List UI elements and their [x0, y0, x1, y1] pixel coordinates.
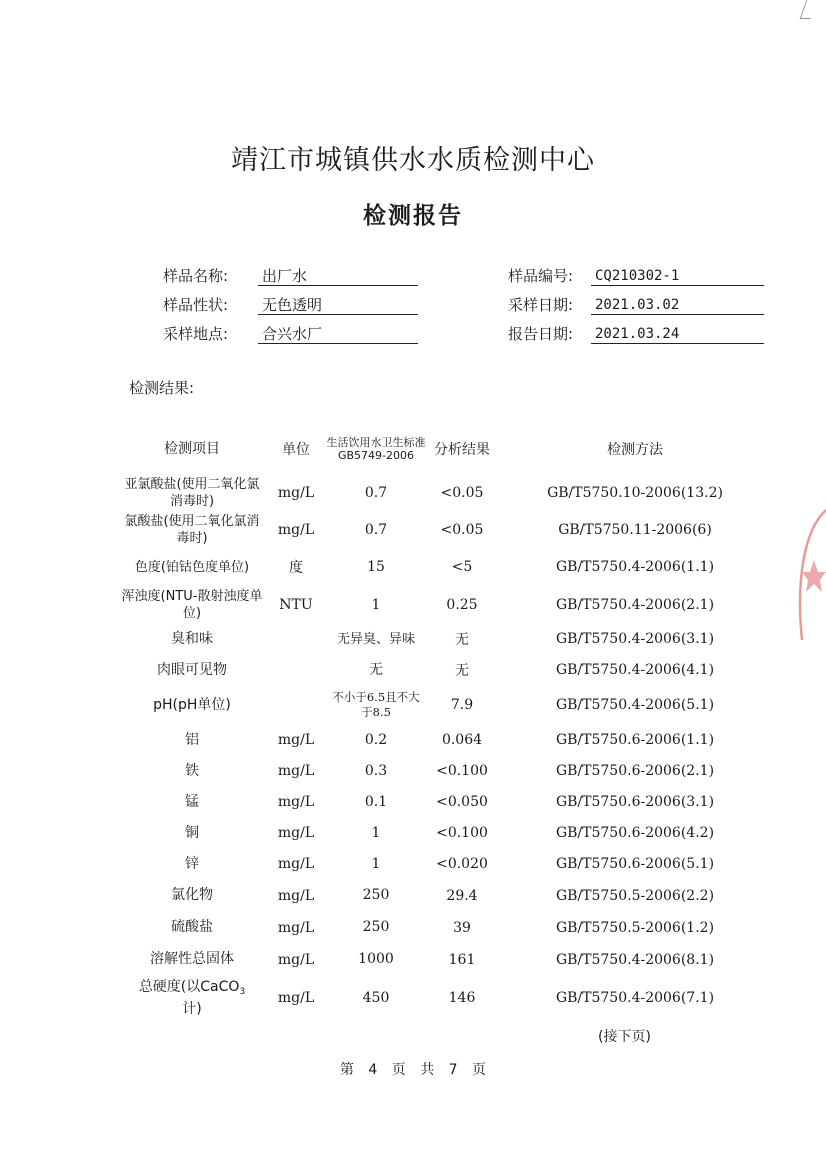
- row-standard: 1000: [358, 951, 394, 967]
- row-unit: NTU: [279, 597, 313, 613]
- page-number-footer: 第 4 页 共 7 页: [339, 1062, 487, 1078]
- row-standard: 0.7: [364, 521, 388, 538]
- table-row: [0, 978, 826, 1018]
- table-row: [0, 725, 826, 755]
- table-row: [0, 880, 826, 911]
- report-title: 检测报告: [363, 203, 463, 229]
- table-row: [0, 787, 826, 817]
- row-method: GB/T5750.4-2006(3.1): [555, 631, 715, 647]
- sample-state-label: 样品性状:: [163, 296, 229, 314]
- sampling-location-label: 采样地点:: [163, 325, 229, 343]
- row-standard: 不小于6.5且不大于8.5: [332, 690, 420, 719]
- sampling-date-value: 2021.03.02: [591, 295, 764, 315]
- row-standard: 1: [371, 855, 381, 872]
- row-item: 肉眼可见物: [157, 661, 227, 678]
- row-item: 锌: [185, 855, 199, 872]
- row-method: GB/T5750.5-2006(1.2): [555, 919, 715, 936]
- row-unit: mg/L: [277, 763, 315, 779]
- row-result: <0.020: [436, 856, 488, 872]
- sample-id-label: 样品编号:: [508, 267, 574, 285]
- row-method: GB/T5750.5-2006(2.2): [555, 887, 715, 904]
- row-unit: [270, 688, 322, 722]
- table-header: [0, 426, 826, 472]
- row-item: 色度(铂钴色度单位): [134, 559, 250, 575]
- row-result: 39: [453, 919, 471, 936]
- row-item: 氯酸盐(使用二氧化氯消毒时): [124, 514, 260, 546]
- report-date-value: 2021.03.24: [591, 324, 764, 344]
- row-standard: 无异臭、异味: [336, 631, 415, 647]
- row-standard: 450: [362, 989, 390, 1006]
- row-item: 亚氯酸盐(使用二氧化氯消毒时): [124, 477, 260, 509]
- table-row: [0, 512, 826, 548]
- row-result: 0.25: [446, 597, 478, 613]
- table-row: [0, 756, 826, 786]
- row-item: 硫酸盐: [171, 919, 213, 935]
- table-row: [0, 587, 826, 623]
- row-result: 无: [455, 632, 469, 648]
- row-item: [128, 978, 256, 1018]
- row-unit: mg/L: [277, 887, 315, 904]
- row-unit: mg/L: [277, 856, 315, 872]
- row-method: GB/T5750.11-2006(6): [558, 522, 712, 538]
- scan-edge-mark: [800, 0, 818, 19]
- row-method: GB/T5750.4-2006(1.1): [555, 559, 715, 575]
- row-method: GB/T5750.4-2006(2.1): [555, 597, 715, 613]
- row-method: GB/T5750.4-2006(8.1): [555, 951, 715, 968]
- row-item: 锰: [185, 793, 199, 810]
- sampling-location-value: 合兴水厂: [258, 324, 418, 344]
- table-row: [0, 849, 826, 879]
- row-standard: 250: [362, 887, 390, 903]
- row-result: 29.4: [446, 887, 478, 904]
- row-result: <0.05: [440, 522, 484, 538]
- row-method: GB/T5750.4-2006(5.1): [555, 697, 715, 713]
- sample-name-label: 样品名称:: [163, 267, 229, 285]
- row-method: GB/T5750.10-2006(13.2): [547, 485, 723, 501]
- row-method: GB/T5750.4-2006(4.1): [555, 662, 715, 678]
- row-method: GB/T5750.6-2006(2.1): [555, 763, 715, 779]
- row-item: pH(pH单位): [153, 696, 231, 713]
- table-row: [0, 475, 826, 511]
- row-standard: 250: [362, 919, 390, 935]
- row-item: 氯化物: [171, 887, 213, 903]
- row-item-subscript: 3: [239, 986, 246, 997]
- row-standard: 1: [371, 824, 381, 841]
- row-item: 铁: [185, 762, 199, 779]
- table-row: [0, 818, 826, 848]
- row-unit: mg/L: [277, 990, 315, 1006]
- header-standard: 生活饮用水卫生标准GB5749-2006: [326, 436, 426, 462]
- row-item: 臭和味: [171, 630, 213, 647]
- row-unit: mg/L: [277, 732, 315, 748]
- table-row: [0, 688, 826, 722]
- row-item: 溶解性总固体: [150, 951, 234, 967]
- row-method: GB/T5750.6-2006(3.1): [555, 794, 715, 810]
- table-row: [0, 549, 826, 585]
- row-item: 铜: [185, 824, 199, 841]
- header-item: 检测项目: [164, 440, 220, 457]
- row-result: 161: [448, 951, 476, 968]
- row-unit: [270, 624, 322, 654]
- row-result: <0.050: [436, 794, 488, 810]
- table-row: [0, 624, 826, 654]
- row-unit: [270, 655, 322, 685]
- sample-name-value: 出厂水: [258, 266, 418, 286]
- row-unit: mg/L: [277, 919, 315, 936]
- report-date-label: 报告日期:: [508, 325, 574, 343]
- row-unit: 度: [289, 560, 303, 576]
- seal-fragment: [792, 500, 826, 660]
- row-result: <0.05: [440, 485, 484, 501]
- row-method: GB/T5750.6-2006(1.1): [555, 732, 715, 748]
- sample-state-value: 无色透明: [258, 295, 418, 315]
- table-row: [0, 655, 826, 685]
- row-item: 铝: [185, 731, 199, 748]
- row-standard: 无: [369, 661, 383, 678]
- row-item-main: 总硬度(以CaCO: [138, 978, 240, 995]
- row-result: <5: [451, 559, 473, 575]
- row-unit: mg/L: [277, 794, 315, 810]
- row-result: 无: [455, 663, 469, 679]
- row-result: 7.9: [450, 697, 474, 713]
- row-result: <0.100: [436, 763, 488, 779]
- header-method: 检测方法: [607, 442, 663, 458]
- results-label: 检测结果:: [129, 379, 195, 397]
- sample-id-value: CQ210302-1: [591, 266, 764, 286]
- row-unit: mg/L: [277, 485, 315, 501]
- table-row: [0, 912, 826, 943]
- row-result: 0.064: [441, 732, 483, 748]
- row-result: 146: [448, 990, 476, 1006]
- row-item-tail: 计): [182, 1000, 202, 1017]
- row-standard: 0.1: [364, 793, 388, 810]
- row-method: GB/T5750.6-2006(4.2): [555, 825, 715, 841]
- header-result: 分析结果: [434, 442, 490, 458]
- row-standard: 0.3: [364, 762, 388, 779]
- row-unit: mg/L: [277, 522, 315, 538]
- header-unit: 单位: [282, 442, 310, 458]
- row-standard: 1: [371, 596, 381, 613]
- row-standard: 0.7: [364, 484, 388, 501]
- organization-title: 靖江市城镇供水水质检测中心: [231, 145, 595, 176]
- table-row: [0, 944, 826, 975]
- row-result: <0.100: [436, 825, 488, 841]
- row-item: 浑浊度(NTU-散射浊度单位): [121, 589, 263, 621]
- sampling-date-label: 采样日期:: [508, 296, 574, 314]
- row-unit: mg/L: [277, 825, 315, 841]
- row-method: GB/T5750.6-2006(5.1): [555, 856, 715, 872]
- row-standard: 15: [367, 558, 385, 575]
- continued-note: (接下页): [598, 1029, 651, 1045]
- row-method: GB/T5750.4-2006(7.1): [555, 990, 715, 1006]
- row-unit: mg/L: [277, 951, 315, 968]
- row-standard: 0.2: [364, 731, 388, 748]
